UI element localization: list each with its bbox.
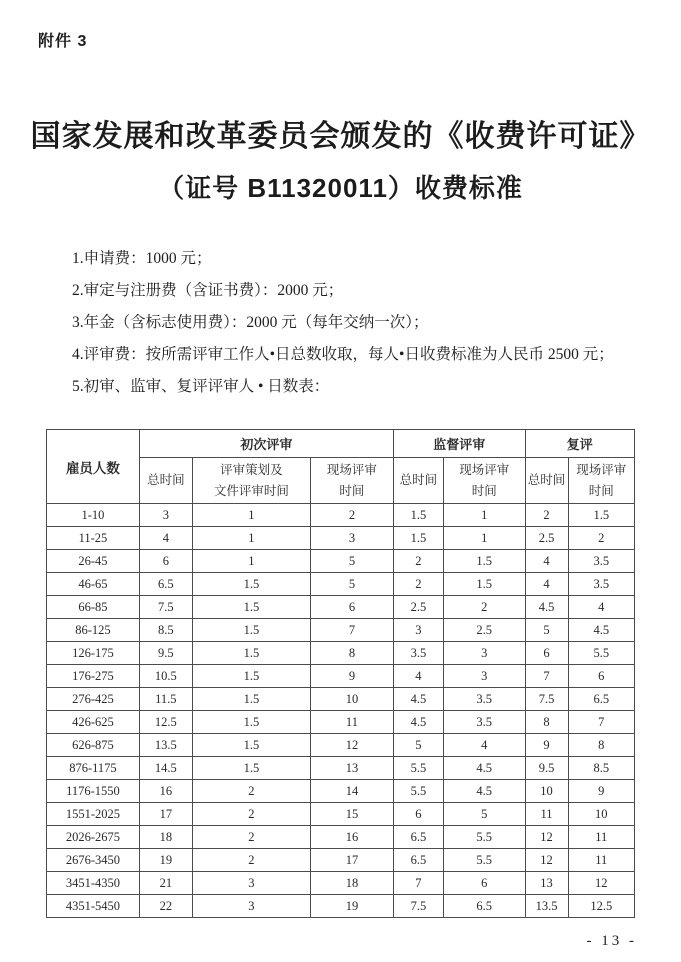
table-row — [47, 642, 635, 665]
employee-range-cell: 4351-5450 — [47, 895, 140, 918]
value-cell: 8 — [568, 734, 635, 757]
value-cell: 1.5 — [192, 688, 310, 711]
table-row — [47, 872, 635, 895]
value-cell: 5.5 — [393, 780, 443, 803]
value-cell: 6.5 — [443, 895, 525, 918]
value-cell: 13 — [310, 757, 393, 780]
value-cell: 2.5 — [443, 619, 525, 642]
value-cell: 9 — [568, 780, 635, 803]
table-row — [47, 780, 635, 803]
value-cell: 1.5 — [192, 619, 310, 642]
value-cell: 10 — [568, 803, 635, 826]
employee-range-cell: 276-425 — [47, 688, 140, 711]
value-cell: 11 — [568, 849, 635, 872]
header-row-groups — [47, 430, 635, 458]
value-cell: 7.5 — [139, 596, 192, 619]
value-cell: 10.5 — [139, 665, 192, 688]
value-cell: 3 — [192, 895, 310, 918]
table-row — [47, 757, 635, 780]
value-cell: 6.5 — [568, 688, 635, 711]
value-cell: 3 — [139, 504, 192, 527]
value-cell: 13 — [525, 872, 568, 895]
value-cell: 18 — [139, 826, 192, 849]
value-cell: 4.5 — [443, 780, 525, 803]
employee-range-cell: 176-275 — [47, 665, 140, 688]
fee-schedule-table — [46, 429, 635, 918]
title-line2: （证号 B11320011）收费标准 — [158, 173, 523, 203]
value-cell: 4.5 — [568, 619, 635, 642]
value-cell: 1.5 — [393, 527, 443, 550]
fee-item: 2.审定与注册费（含证书费）：2000 元； — [72, 282, 344, 299]
table-subcolumn-header: 现场评审 时间 — [443, 458, 525, 504]
value-cell: 12 — [568, 872, 635, 895]
table-row — [47, 619, 635, 642]
value-cell: 14.5 — [139, 757, 192, 780]
value-cell: 6.5 — [393, 826, 443, 849]
value-cell: 7.5 — [525, 688, 568, 711]
value-cell: 3 — [192, 872, 310, 895]
value-cell: 19 — [310, 895, 393, 918]
value-cell: 1.5 — [443, 550, 525, 573]
value-cell: 3.5 — [443, 711, 525, 734]
value-cell: 6 — [310, 596, 393, 619]
value-cell: 6.5 — [139, 573, 192, 596]
value-cell: 8.5 — [568, 757, 635, 780]
value-cell: 4.5 — [525, 596, 568, 619]
table-subcolumn-header: 总时间 — [139, 458, 192, 504]
table-group-header: 复评 — [525, 430, 634, 458]
table-row — [47, 596, 635, 619]
value-cell: 17 — [139, 803, 192, 826]
value-cell: 3.5 — [443, 688, 525, 711]
value-cell: 1.5 — [192, 711, 310, 734]
value-cell: 5.5 — [443, 849, 525, 872]
value-cell: 3 — [443, 665, 525, 688]
value-cell: 2 — [192, 826, 310, 849]
table-row — [47, 895, 635, 918]
value-cell: 5 — [310, 550, 393, 573]
fee-item: 5.初审、监审、复评评审人 • 日数表： — [72, 378, 330, 395]
value-cell: 1 — [192, 550, 310, 573]
value-cell: 2.5 — [525, 527, 568, 550]
employee-range-cell: 86-125 — [47, 619, 140, 642]
table-subcolumn-header: 评审策划及 文件评审时间 — [192, 458, 310, 504]
value-cell: 3 — [393, 619, 443, 642]
value-cell: 13.5 — [139, 734, 192, 757]
value-cell: 12 — [525, 849, 568, 872]
value-cell: 6 — [568, 665, 635, 688]
employee-range-cell: 26-45 — [47, 550, 140, 573]
value-cell: 16 — [139, 780, 192, 803]
value-cell: 6 — [443, 872, 525, 895]
value-cell: 1.5 — [192, 665, 310, 688]
value-cell: 7 — [568, 711, 635, 734]
value-cell: 9.5 — [139, 642, 192, 665]
value-cell: 1.5 — [192, 596, 310, 619]
value-cell: 5 — [310, 573, 393, 596]
employee-range-cell: 1-10 — [47, 504, 140, 527]
title-line1: 国家发展和改革委员会颁发的《收费许可证》 — [30, 120, 651, 153]
value-cell: 15 — [310, 803, 393, 826]
value-cell: 4 — [525, 573, 568, 596]
value-cell: 9 — [310, 665, 393, 688]
value-cell: 5 — [525, 619, 568, 642]
value-cell: 4.5 — [393, 711, 443, 734]
value-cell: 7 — [525, 665, 568, 688]
value-cell: 2 — [192, 780, 310, 803]
table-row — [47, 734, 635, 757]
table-row — [47, 849, 635, 872]
value-cell: 7 — [310, 619, 393, 642]
value-cell: 3.5 — [568, 573, 635, 596]
employee-range-cell: 66-85 — [47, 596, 140, 619]
value-cell: 2 — [393, 573, 443, 596]
fee-item: 1.申请费：1000 元； — [72, 250, 212, 267]
value-cell: 5 — [393, 734, 443, 757]
employee-range-cell: 11-25 — [47, 527, 140, 550]
table-row — [47, 665, 635, 688]
value-cell: 8.5 — [139, 619, 192, 642]
value-cell: 4.5 — [393, 688, 443, 711]
value-cell: 2.5 — [393, 596, 443, 619]
value-cell: 11 — [525, 803, 568, 826]
table-row — [47, 688, 635, 711]
value-cell: 4 — [393, 665, 443, 688]
table-row — [47, 711, 635, 734]
attachment-label: 附件 3 — [38, 33, 88, 50]
employee-range-cell: 3451-4350 — [47, 872, 140, 895]
employee-range-cell: 626-875 — [47, 734, 140, 757]
value-cell: 7.5 — [393, 895, 443, 918]
value-cell: 12 — [310, 734, 393, 757]
value-cell: 6.5 — [393, 849, 443, 872]
value-cell: 2 — [192, 849, 310, 872]
table-row — [47, 527, 635, 550]
value-cell: 10 — [310, 688, 393, 711]
table-header — [47, 430, 635, 504]
fee-item: 3.年金（含标志使用费）：2000 元（每年交纳一次）； — [72, 314, 429, 331]
value-cell: 11 — [310, 711, 393, 734]
value-cell: 4 — [568, 596, 635, 619]
value-cell: 3.5 — [568, 550, 635, 573]
value-cell: 8 — [310, 642, 393, 665]
value-cell: 1.5 — [568, 504, 635, 527]
value-cell: 1 — [443, 527, 525, 550]
value-cell: 5 — [443, 803, 525, 826]
value-cell: 2 — [525, 504, 568, 527]
fee-list — [72, 243, 645, 403]
employee-range-cell: 126-175 — [47, 642, 140, 665]
value-cell: 1.5 — [443, 573, 525, 596]
value-cell: 5.5 — [443, 826, 525, 849]
value-cell: 14 — [310, 780, 393, 803]
value-cell: 4.5 — [443, 757, 525, 780]
value-cell: 2 — [393, 550, 443, 573]
value-cell: 13.5 — [525, 895, 568, 918]
value-cell: 3 — [310, 527, 393, 550]
value-cell: 1 — [443, 504, 525, 527]
value-cell: 11.5 — [139, 688, 192, 711]
value-cell: 2 — [568, 527, 635, 550]
employee-range-cell: 426-625 — [47, 711, 140, 734]
employee-range-cell: 2026-2675 — [47, 826, 140, 849]
value-cell: 12.5 — [139, 711, 192, 734]
value-cell: 21 — [139, 872, 192, 895]
value-cell: 10 — [525, 780, 568, 803]
table-row — [47, 550, 635, 573]
value-cell: 6 — [393, 803, 443, 826]
table-row — [47, 826, 635, 849]
value-cell: 1 — [192, 504, 310, 527]
value-cell: 1.5 — [393, 504, 443, 527]
table-group-header: 初次评审 — [139, 430, 393, 458]
value-cell: 16 — [310, 826, 393, 849]
table-subcolumn-header: 现场评审 时间 — [310, 458, 393, 504]
table-subcolumn-header: 现场评审 时间 — [568, 458, 635, 504]
value-cell: 22 — [139, 895, 192, 918]
employee-range-cell: 1176-1550 — [47, 780, 140, 803]
value-cell: 4 — [443, 734, 525, 757]
table-header-employee-count: 雇员人数 — [47, 430, 140, 504]
value-cell: 6 — [525, 642, 568, 665]
employee-range-cell: 46-65 — [47, 573, 140, 596]
employee-range-cell: 1551-2025 — [47, 803, 140, 826]
value-cell: 9 — [525, 734, 568, 757]
value-cell: 18 — [310, 872, 393, 895]
value-cell: 3 — [443, 642, 525, 665]
value-cell: 2 — [443, 596, 525, 619]
value-cell: 7 — [393, 872, 443, 895]
value-cell: 4 — [525, 550, 568, 573]
table-group-header: 监督评审 — [393, 430, 525, 458]
value-cell: 11 — [568, 826, 635, 849]
value-cell: 5.5 — [568, 642, 635, 665]
value-cell: 17 — [310, 849, 393, 872]
table-row — [47, 504, 635, 527]
employee-range-cell: 2676-3450 — [47, 849, 140, 872]
value-cell: 2 — [192, 803, 310, 826]
value-cell: 1.5 — [192, 757, 310, 780]
table-row — [47, 803, 635, 826]
fee-item: 4.评审费：按所需评审工作人•日总数收取，每人•日收费标准为人民币 2500 元； — [72, 346, 614, 363]
value-cell: 2 — [310, 504, 393, 527]
value-cell: 1.5 — [192, 573, 310, 596]
value-cell: 4 — [139, 527, 192, 550]
value-cell: 1.5 — [192, 642, 310, 665]
value-cell: 3.5 — [393, 642, 443, 665]
employee-range-cell: 876-1175 — [47, 757, 140, 780]
value-cell: 8 — [525, 711, 568, 734]
value-cell: 5.5 — [393, 757, 443, 780]
table-row — [47, 573, 635, 596]
table-body — [47, 504, 635, 918]
value-cell: 1 — [192, 527, 310, 550]
value-cell: 19 — [139, 849, 192, 872]
page-number: - 13 - — [586, 933, 637, 949]
value-cell: 12.5 — [568, 895, 635, 918]
table-subcolumn-header: 总时间 — [525, 458, 568, 504]
value-cell: 1.5 — [192, 734, 310, 757]
table-subcolumn-header: 总时间 — [393, 458, 443, 504]
value-cell: 6 — [139, 550, 192, 573]
document-title — [0, 111, 681, 205]
value-cell: 9.5 — [525, 757, 568, 780]
value-cell: 12 — [525, 826, 568, 849]
